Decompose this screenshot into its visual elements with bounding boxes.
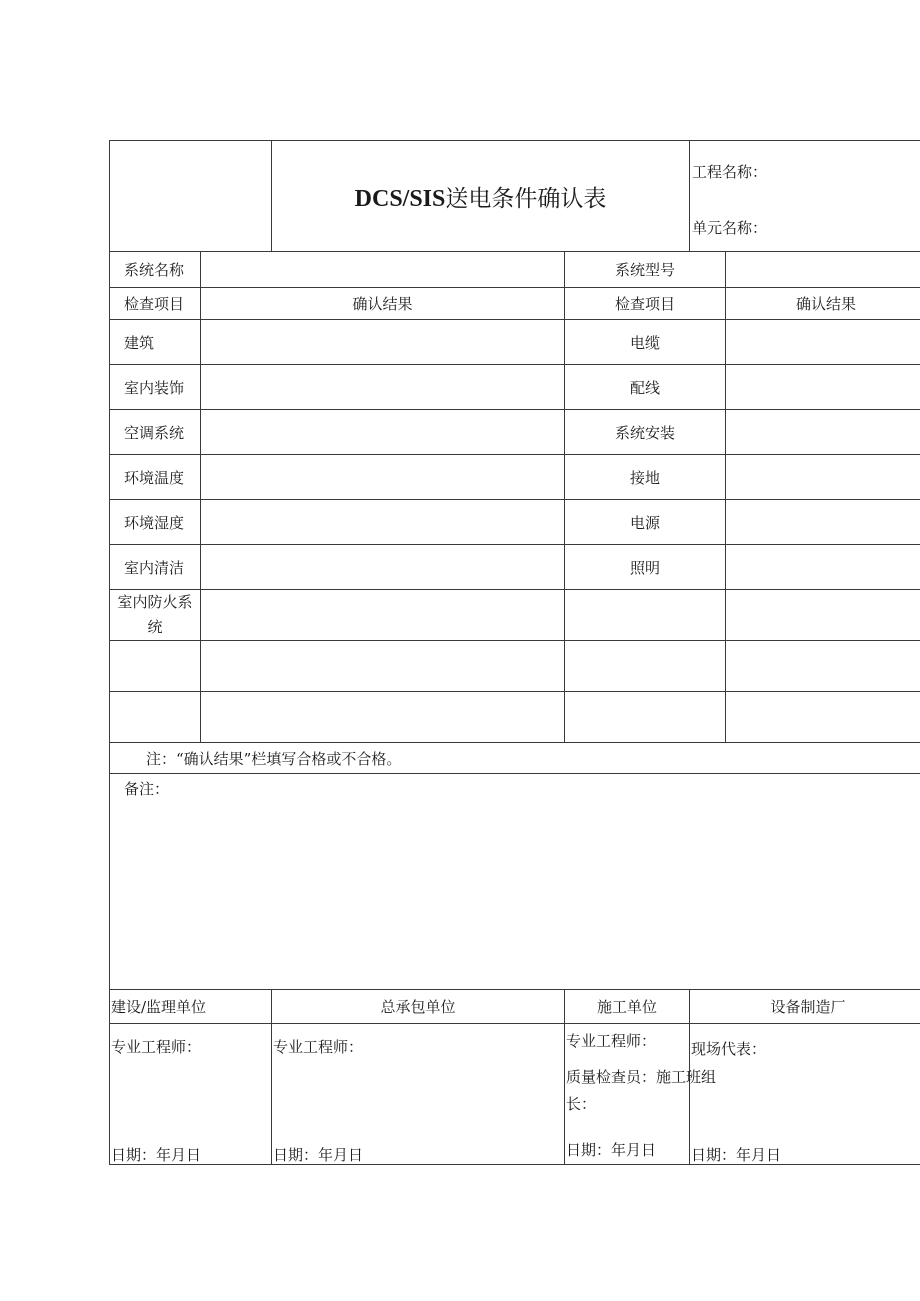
sig-date-label: 日期：年月日 [566, 1141, 657, 1159]
system-model-value[interactable] [726, 252, 920, 288]
check-item-left: 建筑 [110, 320, 201, 365]
check-result-left[interactable] [201, 641, 565, 692]
sig-cell-manufacturer[interactable] [690, 1024, 920, 1165]
check-result-right[interactable] [726, 545, 920, 590]
check-result-right[interactable] [726, 365, 920, 410]
check-item-right[interactable] [565, 692, 726, 743]
check-result-left[interactable] [201, 455, 565, 500]
title-cn: 送电条件确认表 [445, 185, 607, 212]
check-result-left[interactable] [201, 365, 565, 410]
check-item-left[interactable] [110, 692, 201, 743]
system-name-value[interactable] [201, 252, 565, 288]
check-result-left[interactable] [201, 692, 565, 743]
form-note: 注：“确认结果”栏填写合格或不合格。 [110, 743, 920, 774]
check-result-right[interactable] [726, 692, 920, 743]
check-item-right [565, 590, 726, 641]
check-item-right: 系统安装 [565, 410, 726, 455]
sig-date-label: 日期：年月日 [111, 1146, 202, 1164]
sig-head-construction: 施工单位 [565, 990, 690, 1024]
sig-representative-label: 现场代表： [691, 1040, 767, 1058]
sig-head-manufacturer: 设备制造厂 [690, 990, 920, 1024]
project-info-cell [690, 141, 920, 252]
sig-date-label: 日期：年月日 [691, 1146, 782, 1164]
check-item-left: 空调系统 [110, 410, 201, 455]
check-result-right[interactable] [726, 500, 920, 545]
sig-cell-owner[interactable] [110, 1024, 272, 1165]
system-model-label: 系统型号 [565, 252, 726, 288]
sig-engineer-label: 专业工程师： [273, 1038, 364, 1056]
remarks-label: 备注： [124, 780, 170, 798]
project-name-label: 工程名称： [692, 163, 768, 181]
sig-cell-construction[interactable] [565, 1024, 717, 1165]
sig-engineer-label: 专业工程师： [566, 1032, 657, 1050]
check-item-right: 接地 [565, 455, 726, 500]
remarks-area[interactable] [110, 774, 920, 990]
sig-head-owner: 建设/监理单位 [110, 990, 272, 1024]
form-table [109, 140, 920, 1165]
sig-inspector-label: 质量检查员：施工班组长： [566, 1068, 717, 1113]
check-item-left[interactable] [110, 641, 201, 692]
check-result-right[interactable] [726, 590, 920, 641]
check-item-right: 电缆 [565, 320, 726, 365]
check-item-left: 室内清洁 [110, 545, 201, 590]
check-item-right[interactable] [565, 641, 726, 692]
form-title [272, 141, 690, 252]
check-result-left[interactable] [201, 590, 565, 641]
check-item-right: 照明 [565, 545, 726, 590]
col-header-result-1: 确认结果 [201, 288, 565, 320]
check-item-right: 配线 [565, 365, 726, 410]
check-result-right[interactable] [726, 455, 920, 500]
title-en: DCS/SIS [354, 185, 446, 212]
col-header-result-2: 确认结果 [726, 288, 920, 320]
sig-date-label: 日期：年月日 [273, 1146, 364, 1164]
sig-head-general-contractor: 总承包单位 [272, 990, 565, 1024]
check-item-left: 室内防火系统 [110, 590, 201, 641]
check-result-left[interactable] [201, 500, 565, 545]
check-result-left[interactable] [201, 320, 565, 365]
check-result-left[interactable] [201, 545, 565, 590]
check-result-right[interactable] [726, 641, 920, 692]
sig-engineer-label: 专业工程师： [111, 1038, 202, 1056]
sig-cell-general-contractor[interactable] [272, 1024, 565, 1165]
check-result-right[interactable] [726, 320, 920, 365]
col-header-item-2: 检查项目 [565, 288, 726, 320]
check-item-left: 环境温度 [110, 455, 201, 500]
check-result-left[interactable] [201, 410, 565, 455]
col-header-item-1: 检查项目 [110, 288, 201, 320]
check-item-right: 电源 [565, 500, 726, 545]
confirmation-form [109, 140, 857, 1165]
system-name-label: 系统名称 [110, 252, 201, 288]
check-item-left: 环境湿度 [110, 500, 201, 545]
check-result-right[interactable] [726, 410, 920, 455]
check-item-left: 室内装饰 [110, 365, 201, 410]
logo-cell [110, 141, 272, 252]
unit-name-label: 单元名称： [692, 219, 768, 237]
